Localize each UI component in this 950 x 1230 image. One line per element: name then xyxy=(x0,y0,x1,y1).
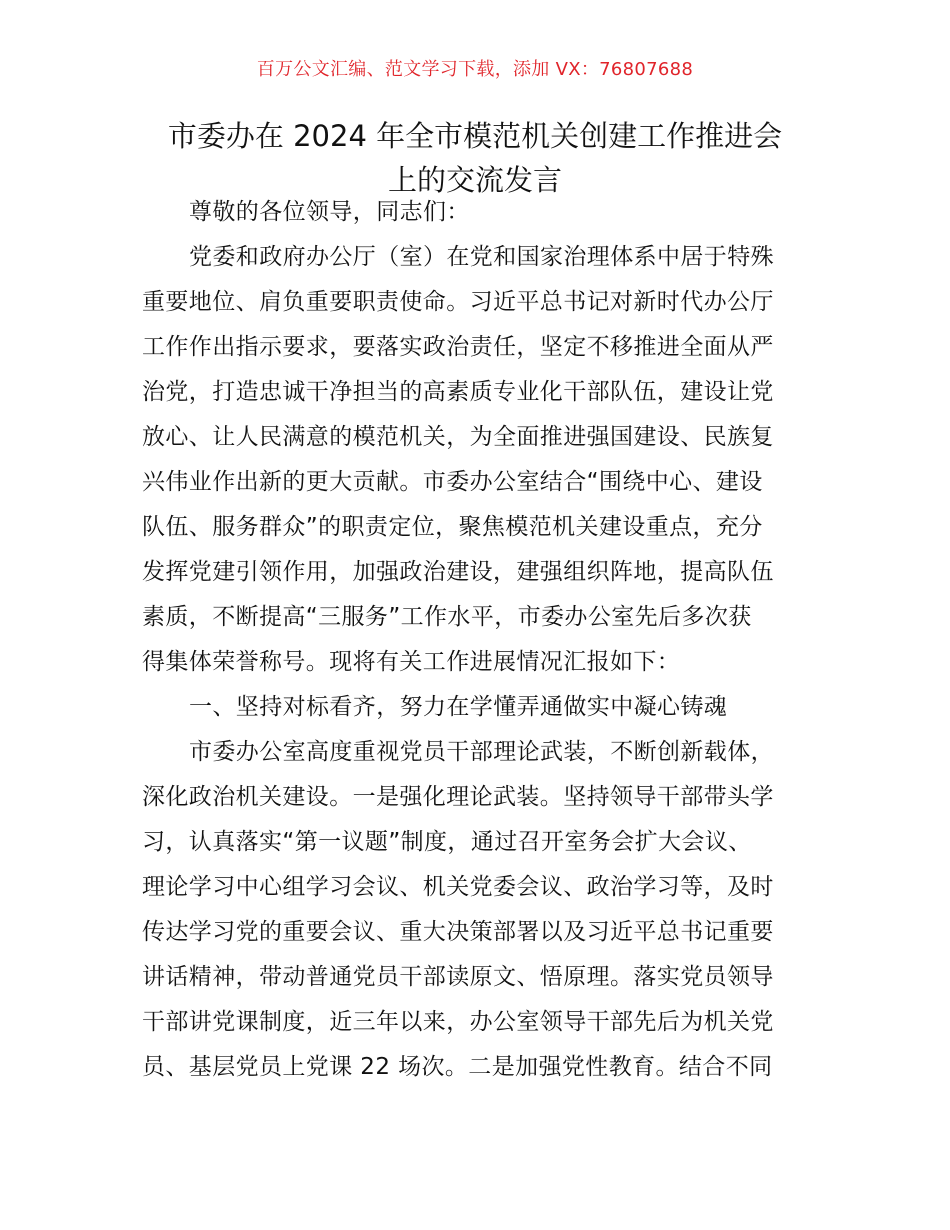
body-line: 重要地位、肩负重要职责使命。习近平总书记对新时代办公厅 xyxy=(142,289,774,315)
body-line: 党委和政府办公厅（室）在党和国家治理体系中居于特殊 xyxy=(189,244,774,270)
body-line: 传达学习党的重要会议、重大决策部署以及习近平总书记重要 xyxy=(142,919,774,945)
body-line: 习，认真落实“第一议题”制度，通过召开室务会扩大会议、 xyxy=(142,829,752,855)
document-title-line-1: 市委办在 2024 年全市模范机关创建工作推进会 xyxy=(167,119,783,153)
body-line: 兴伟业作出新的更大贡献。市委办公室结合“围绕中心、建设 xyxy=(142,469,763,495)
body-line: 干部讲党课制度，近三年以来，办公室领导干部先后为机关党 xyxy=(142,1009,774,1035)
body-line: 尊敬的各位领导，同志们： xyxy=(189,199,470,225)
body-line: 治党，打造忠诚干净担当的高素质专业化干部队伍，建设让党 xyxy=(142,379,774,405)
body-line: 一、坚持对标看齐，努力在学懂弄通做实中凝心铸魂 xyxy=(189,694,728,720)
body-line: 理论学习中心组学习会议、机关党委会议、政治学习等，及时 xyxy=(142,874,774,900)
body-line: 素质，不断提高“三服务”工作水平，市委办公室先后多次获 xyxy=(142,604,752,630)
body-line: 发挥党建引领作用，加强政治建设，建强组织阵地，提高队伍 xyxy=(142,559,774,585)
header-banner: 百万公文汇编、范文学习下载，添加 VX：76807688 xyxy=(256,59,694,80)
body-line: 市委办公室高度重视党员干部理论武装，不断创新载体， xyxy=(189,739,774,765)
document-title-line-2: 上的交流发言 xyxy=(387,163,562,197)
body-line: 工作作出指示要求，要落实政治责任，坚定不移推进全面从严 xyxy=(142,334,774,360)
body-line: 深化政治机关建设。一是强化理论武装。坚持领导干部带头学 xyxy=(142,784,774,810)
body-line: 得集体荣誉称号。现将有关工作进展情况汇报如下： xyxy=(142,649,681,675)
body-line: 放心、让人民满意的模范机关，为全面推进强国建设、民族复 xyxy=(142,424,774,450)
body-line: 队伍、服务群众”的职责定位，聚焦模范机关建设重点，充分 xyxy=(142,514,763,540)
document-body xyxy=(142,191,814,1091)
body-line: 员、基层党员上党课 22 场次。二是加强党性教育。结合不同 xyxy=(142,1054,773,1080)
body-line: 讲话精神，带动普通党员干部读原文、悟原理。落实党员领导 xyxy=(142,964,774,990)
